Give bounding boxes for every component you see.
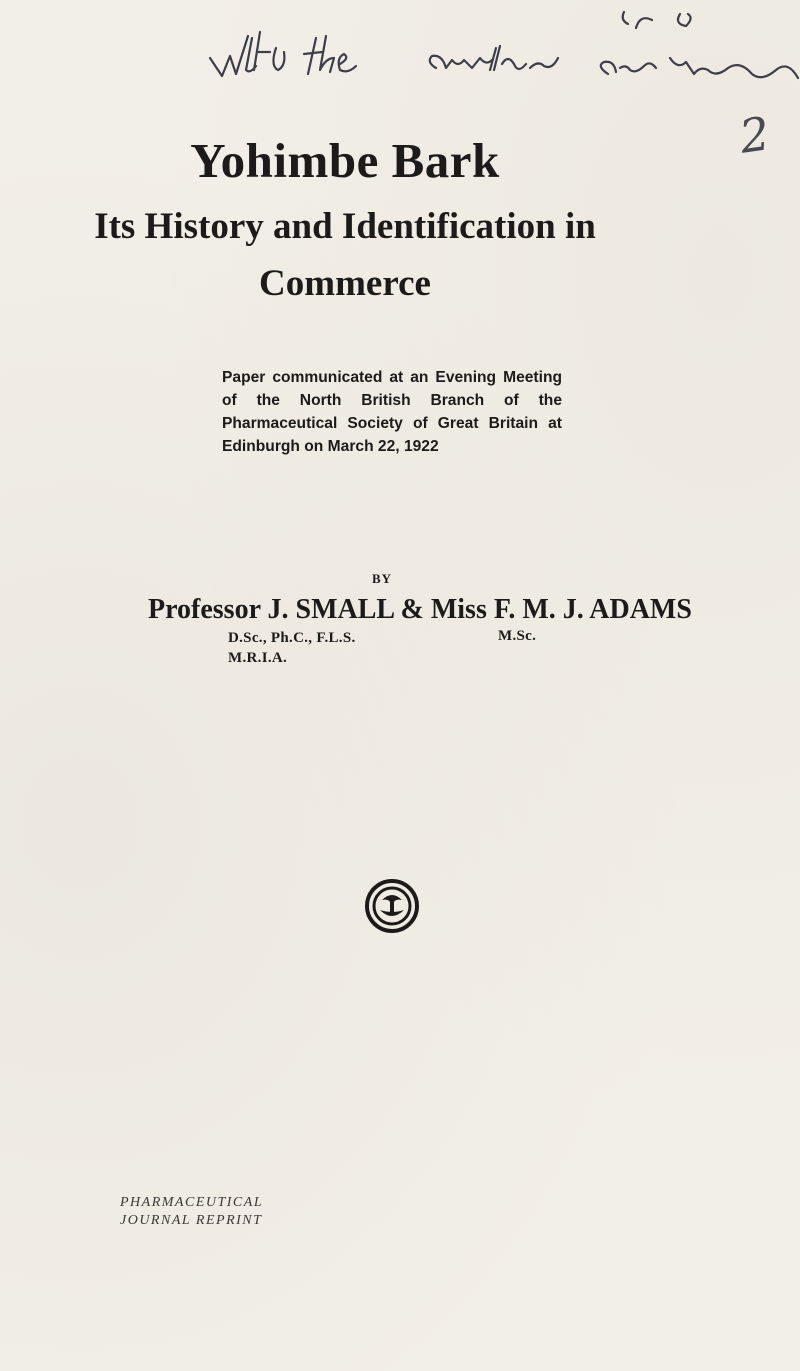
publisher-logo-icon (364, 878, 420, 934)
author1-credentials-line-2: M.R.I.A. (228, 650, 288, 666)
imprint-line-2: JOURNAL REPRINT (120, 1213, 263, 1228)
handwritten-page-number: 2 (736, 106, 773, 164)
by-line (0, 571, 800, 587)
authors-line: Professor J. SMALL & Miss F. M. J. ADAMS (148, 594, 692, 625)
by-label: BY (371, 571, 393, 586)
imprint (120, 1194, 263, 1230)
document-title (0, 132, 800, 189)
author2-credentials: M.Sc. (498, 628, 537, 644)
subtitle-line-1: Its History and Identification in (94, 206, 596, 247)
intro-paragraph: Paper communicated at an Evening Meeting of the North British Branch of the Pharmaceutical Society of Great Britain at Edinburgh on March 22, 1922 (222, 369, 562, 455)
imprint-line-1: PHARMACEUTICAL (120, 1195, 264, 1210)
author1-credentials (228, 628, 356, 668)
handwritten-inscription (200, 8, 800, 108)
title-text: Yohimbe Bark (190, 133, 500, 188)
subtitle-line-2: Commerce (259, 263, 431, 304)
document-subtitle (0, 198, 800, 312)
author1-credentials-line-1: D.Sc., Ph.C., F.L.S. (228, 630, 356, 646)
